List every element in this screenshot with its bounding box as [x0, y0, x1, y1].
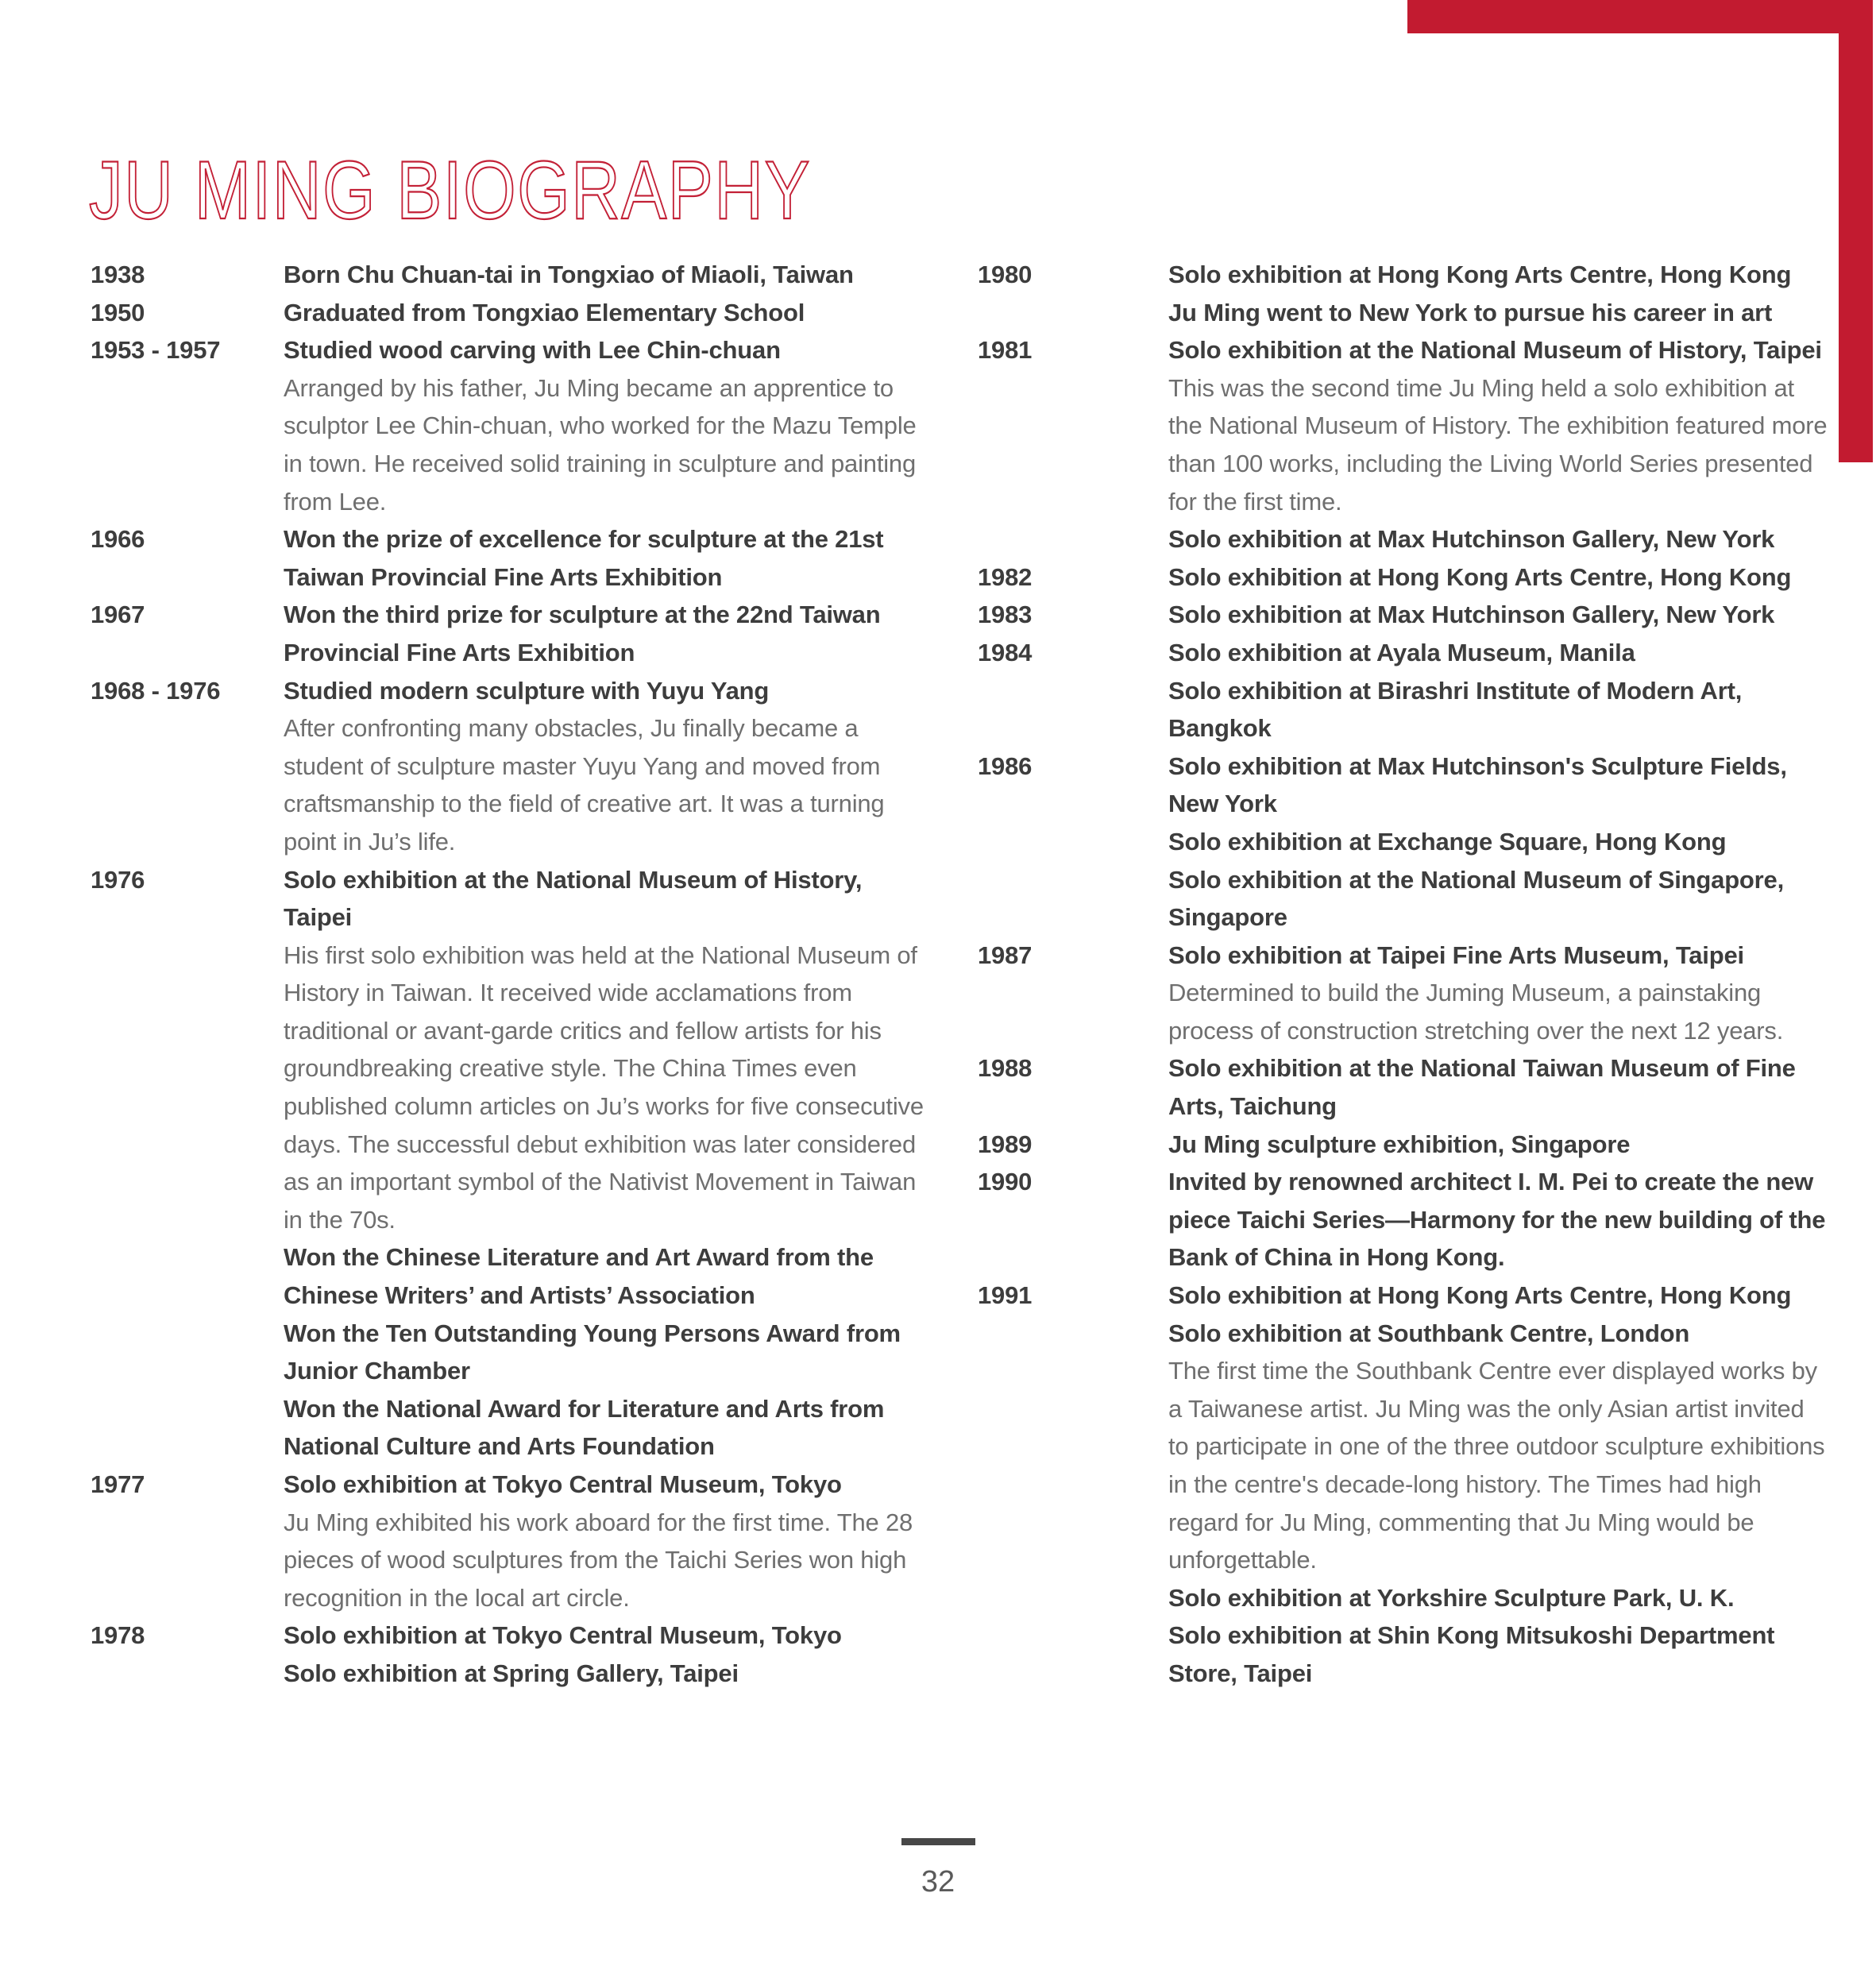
entry-heading: Solo exhibition at Tokyo Central Museum, Tokyo	[284, 1621, 842, 1650]
timeline-entry	[91, 672, 931, 861]
entry-heading: Solo exhibition at Hong Kong Arts Centre, Hong Kong	[1168, 562, 1792, 591]
entry-heading: Solo exhibition at the National Museum of Singapore, Singapore	[1168, 865, 1784, 932]
timeline-entry	[91, 1617, 931, 1692]
entry-year: 1984	[978, 638, 1033, 666]
entry-heading: Graduated from Tongxiao Elementary School	[284, 298, 805, 326]
entry-year: 1976	[91, 865, 145, 894]
entry-heading: Solo exhibition at the National Museum of History, Taipei	[284, 865, 863, 932]
timeline-entry	[91, 294, 931, 332]
timeline-entry	[978, 558, 1831, 597]
timeline-entry	[978, 596, 1831, 634]
timeline-entry	[91, 1466, 931, 1617]
entry-year: 1991	[978, 1281, 1033, 1310]
entry-heading: Won the Chinese Literature and Art Award from the Chinese Writers’ and Artists’ Association	[284, 1243, 874, 1310]
entry-year: 1988	[978, 1054, 1033, 1083]
footer-rule	[901, 1838, 975, 1845]
entry-heading: Solo exhibition at Ayala Museum, Manila	[1168, 638, 1635, 666]
entry-heading: Solo exhibition at Spring Gallery, Taipei	[284, 1659, 739, 1687]
entry-year: 1968 - 1976	[91, 676, 221, 705]
entry-heading: Solo exhibition at the National Museum of History, Taipei	[1168, 336, 1822, 365]
entry-blocks	[284, 294, 931, 332]
entry-year: 1981	[978, 336, 1033, 365]
timeline-entry	[978, 1163, 1831, 1277]
entry-year: 1938	[91, 261, 145, 288]
entry-body: After confronting many obstacles, Ju finally became a student of sculpture master Yuyu Yang and moved from craftsmanship to the field of creative art. It was a turning point in Ju’s life.	[284, 714, 885, 856]
entry-heading: Solo exhibition at Yorkshire Sculpture Park, U. K.	[1168, 1583, 1735, 1612]
entry-blocks	[1168, 558, 1831, 597]
entry-year: 1986	[978, 751, 1033, 780]
entry-body: His first solo exhibition was held at the National Museum of History in Taiwan. It received wide acclamations from traditional or avant-garde critics and fellow artists for his groundbreaking creative style. The China Times even published column articles on Ju’s works for five consecutive days. The successful debut exhibition was later considered as an important symbol of the Nativist Movement in Taiwan in the 70s.	[284, 941, 924, 1234]
entry-heading: Ju Ming went to New York to pursue his career in art	[1168, 298, 1773, 326]
entry-blocks	[1168, 256, 1831, 331]
entry-heading: Solo exhibition at Birashri Institute of Modern Art, Bangkok	[1168, 676, 1743, 743]
timeline-entry	[978, 747, 1831, 937]
entry-heading: Solo exhibition at Taipei Fine Arts Museum, Taipei	[1168, 941, 1744, 969]
red-corner-bar-top	[1407, 0, 1873, 33]
timeline-entry	[91, 520, 931, 596]
timeline-entry	[91, 861, 931, 1466]
timeline-entry	[978, 1049, 1831, 1125]
entry-body: Arranged by his father, Ju Ming became an apprentice to sculptor Lee Chin-chuan, who worked for the Mazu Temple in town. He received solid training in sculpture and painting from Lee.	[284, 373, 917, 516]
entry-blocks	[284, 520, 931, 596]
entry-heading: Solo exhibition at Hong Kong Arts Centre, Hong Kong	[1168, 261, 1792, 288]
entry-heading: Won the National Award for Literature and Arts from National Culture and Arts Foundation	[284, 1394, 885, 1461]
timeline-entry	[978, 256, 1831, 331]
entry-body: This was the second time Ju Ming held a solo exhibition at the National Museum of History. The exhibition featured more than 100 works, including the Living World Series presented for the first time.	[1168, 373, 1828, 516]
entry-heading: Won the Ten Outstanding Young Persons Award from Junior Chamber	[284, 1319, 901, 1385]
entry-blocks	[1168, 747, 1831, 937]
timeline-column-right	[978, 256, 1831, 1693]
entry-year: 1950	[91, 298, 145, 326]
entry-heading: Solo exhibition at Hong Kong Arts Centre, Hong Kong	[1168, 1281, 1792, 1310]
entry-heading: Solo exhibition at Tokyo Central Museum, Tokyo	[284, 1470, 842, 1498]
entry-blocks	[1168, 937, 1831, 1050]
entry-heading: Born Chu Chuan-tai in Tongxiao of Miaoli, Taiwan	[284, 261, 854, 288]
entry-blocks	[1168, 331, 1831, 558]
entry-blocks	[1168, 1277, 1831, 1693]
entry-body: Ju Ming exhibited his work aboard for the first time. The 28 pieces of wood sculptures from the Taichi Series won high recognition in the local art circle.	[284, 1508, 913, 1612]
timeline-column-left	[91, 256, 931, 1693]
entry-blocks	[1168, 634, 1831, 747]
entry-heading: Invited by renowned architect I. M. Pei to create the new piece Taichi Series—Harmony for the new building of the Bank of China in Hong Kong.	[1168, 1168, 1826, 1272]
timeline-entry	[91, 331, 931, 520]
entry-year: 1987	[978, 941, 1033, 969]
timeline-entry	[978, 1126, 1831, 1164]
entry-heading: Won the prize of excellence for sculpture at the 21st Taiwan Provincial Fine Arts Exhibition	[284, 525, 884, 591]
page-number: 32	[921, 1865, 955, 1899]
timeline-entry	[978, 331, 1831, 558]
entry-year: 1953 - 1957	[91, 336, 221, 365]
entry-blocks	[284, 672, 931, 861]
entry-heading: Solo exhibition at Shin Kong Mitsukoshi Department Store, Taipei	[1168, 1621, 1775, 1687]
timeline-entry	[91, 256, 931, 294]
entry-year: 1989	[978, 1130, 1033, 1158]
entry-blocks	[1168, 1126, 1831, 1164]
timeline-entry	[978, 937, 1831, 1050]
red-corner-bar-side	[1839, 0, 1873, 462]
timeline-entry	[978, 634, 1831, 747]
entry-blocks	[284, 331, 931, 520]
entry-heading: Ju Ming sculpture exhibition, Singapore	[1168, 1130, 1631, 1158]
entry-year: 1978	[91, 1621, 145, 1650]
entry-year: 1982	[978, 562, 1033, 591]
entry-blocks	[1168, 596, 1831, 634]
entry-blocks	[1168, 1049, 1831, 1125]
entry-heading: Solo exhibition at Southbank Centre, London	[1168, 1319, 1690, 1347]
entry-year: 1990	[978, 1168, 1033, 1196]
page-title: JU MING BIOGRAPHY	[89, 144, 812, 237]
timeline-entry	[978, 1277, 1831, 1693]
entry-body: Determined to build the Juming Museum, a painstaking process of construction stretching over the next 12 years.	[1168, 979, 1784, 1045]
entry-blocks	[284, 256, 931, 294]
entry-blocks	[284, 1617, 931, 1692]
entry-heading: Solo exhibition at Max Hutchinson Gallery, New York	[1168, 601, 1775, 629]
entry-body: The first time the Southbank Centre ever displayed works by a Taiwanese artist. Ju Ming was the only Asian artist invited to participate in one of the three outdoor sculpture exhibitions in the centre's decade-long history. The Times had high regard for Ju Ming, commenting that Ju Ming would be unforgettable.	[1168, 1357, 1825, 1574]
entry-year: 1977	[91, 1470, 145, 1498]
entry-blocks	[1168, 1163, 1831, 1277]
entry-blocks	[284, 1466, 931, 1617]
entry-heading: Won the third prize for sculpture at the 22nd Taiwan Provincial Fine Arts Exhibition	[284, 601, 881, 666]
entry-year: 1980	[978, 261, 1033, 288]
timeline-entry	[91, 596, 931, 671]
entry-year: 1966	[91, 525, 145, 554]
entry-heading: Solo exhibition at the National Taiwan Museum of Fine Arts, Taichung	[1168, 1054, 1796, 1121]
entry-heading: Studied wood carving with Lee Chin-chuan	[284, 336, 781, 365]
entry-blocks	[284, 596, 931, 671]
entry-heading: Solo exhibition at Max Hutchinson's Sculpture Fields, New York	[1168, 751, 1787, 818]
entry-year: 1983	[978, 601, 1033, 629]
entry-heading: Solo exhibition at Exchange Square, Hong Kong	[1168, 827, 1727, 856]
entry-blocks	[284, 861, 931, 1466]
entry-heading: Studied modern sculpture with Yuyu Yang	[284, 676, 770, 705]
entry-heading: Solo exhibition at Max Hutchinson Gallery, New York	[1168, 525, 1775, 554]
entry-year: 1967	[91, 601, 145, 629]
